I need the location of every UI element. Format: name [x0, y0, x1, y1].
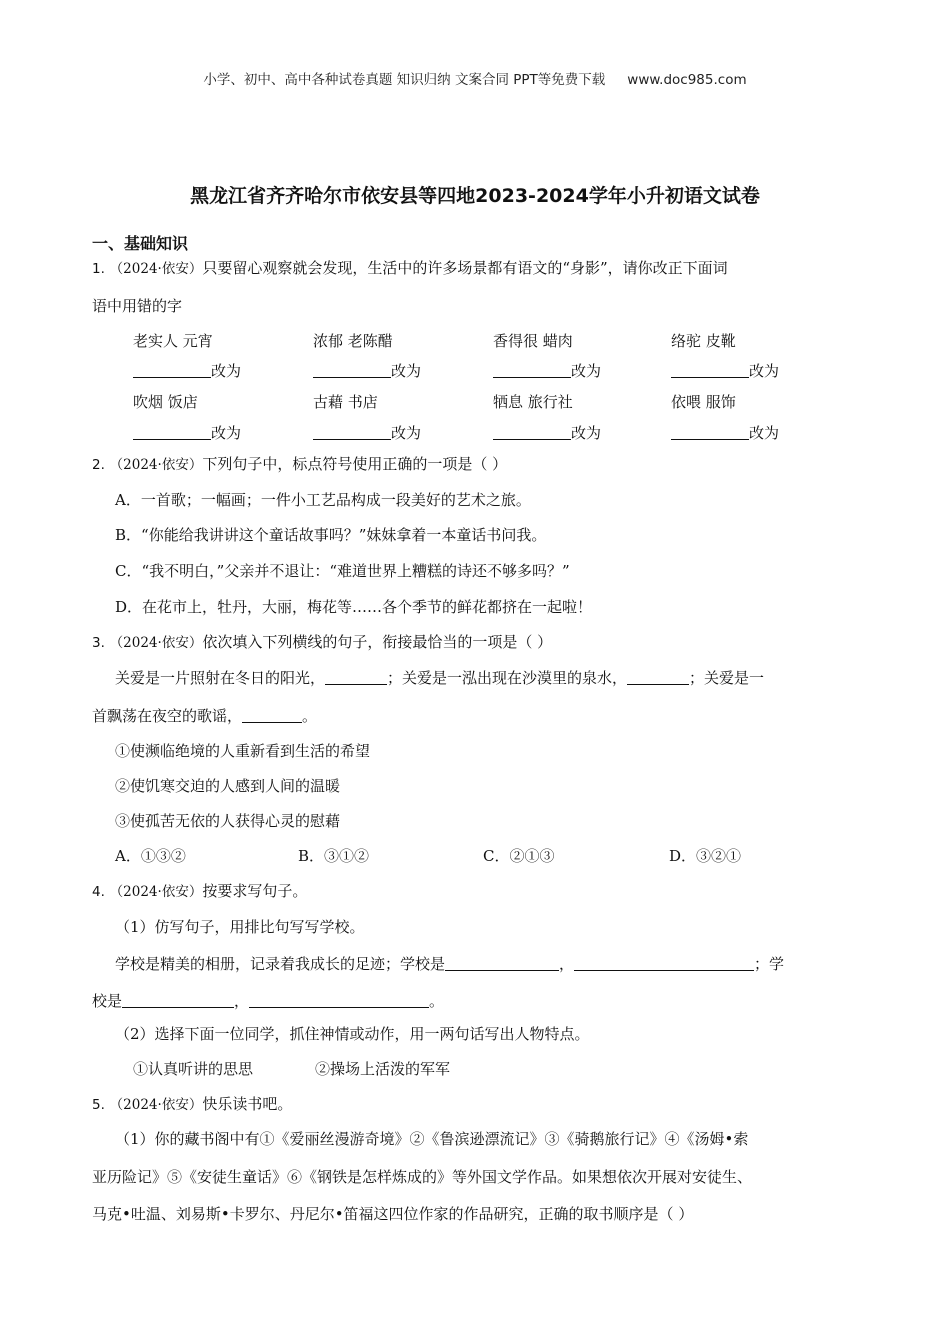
q4-sub1: （1）仿写句子，用排比句写写学校。	[115, 918, 365, 936]
correction-row	[133, 360, 241, 382]
answer-blank[interactable]	[493, 361, 571, 378]
q3-option-c[interactable]: C．②①③	[483, 847, 555, 865]
q4-stem	[92, 880, 307, 903]
q3-item: ②使饥寒交迫的人感到人间的温暖	[115, 777, 341, 795]
question-source: （2024·依安）	[109, 261, 203, 277]
header-text: 小学、初中、高中各种试卷真题 知识归纳 文案合同 PPT等免费下载	[203, 72, 606, 88]
page-title: 黑龙江省齐齐哈尔市依安县等四地2023-2024学年小升初语文试卷	[190, 185, 760, 207]
change-label: 改为	[571, 424, 602, 442]
question-number: 1.	[92, 261, 105, 277]
question-number: 2.	[92, 457, 105, 473]
q1-stem-text: 只要留心观察就会发现，生活中的许多场景都有语文的“身影”，请你改正下面词	[202, 259, 728, 277]
change-label: 改为	[749, 424, 780, 442]
answer-blank[interactable]	[249, 991, 429, 1008]
q5-stem-text: 快乐读书吧。	[202, 1095, 293, 1113]
correction-row	[313, 422, 421, 444]
word-group: 依喂 服饰	[671, 393, 736, 411]
sentence-text: 校是	[92, 992, 123, 1010]
q4-stem-text: 按要求写句子。	[202, 882, 308, 900]
answer-blank[interactable]	[242, 706, 302, 723]
q4-choice[interactable]: ①认真听讲的思思	[133, 1060, 254, 1078]
q1-stem-line1	[92, 257, 728, 280]
q2-stem	[92, 453, 507, 476]
answer-blank[interactable]	[671, 423, 749, 440]
q3-option-b[interactable]: B．③①②	[298, 847, 370, 865]
answer-blank[interactable]	[627, 668, 689, 685]
page-header	[0, 68, 950, 88]
word-group: 浓郁 老陈醋	[313, 332, 393, 350]
correction-row	[493, 360, 601, 382]
question-source: （2024·依安）	[109, 1097, 203, 1113]
header-site-link[interactable]: www.doc985.com	[627, 72, 747, 88]
answer-blank[interactable]	[671, 361, 749, 378]
q4-line1	[115, 953, 784, 975]
passage-text: ；关爱是一	[689, 669, 765, 687]
question-source: （2024·依安）	[109, 457, 203, 473]
q4-choice[interactable]: ②操场上活泼的军军	[315, 1060, 451, 1078]
q3-item: ③使孤苦无依的人获得心灵的慰藉	[115, 812, 341, 830]
word-group: 牺息 旅行社	[493, 393, 573, 411]
q2-option-b[interactable]: B．“你能给我讲讲这个童话故事吗？”妹妹拿着一本童话书问我。	[115, 526, 547, 544]
sentence-text: ，	[234, 992, 250, 1010]
passage-text: 首飘荡在夜空的歌谣，	[92, 707, 243, 725]
answer-blank[interactable]	[313, 423, 391, 440]
change-label: 改为	[211, 362, 242, 380]
q2-option-c[interactable]: C．“我不明白，”父亲并不退让：“难道世界上糟糕的诗还不够多吗？”	[115, 562, 570, 580]
q5-line2: 亚历险记》⑤《安徒生童话》⑥《钢铁是怎样炼成的》等外国文学作品。如果想依次开展对安徒生、	[92, 1168, 753, 1186]
question-source: （2024·依安）	[109, 635, 203, 651]
change-label: 改为	[391, 362, 422, 380]
word-group: 吹烟 饭店	[133, 393, 198, 411]
q2-stem-text: 下列句子中，标点符号使用正确的一项是（ ）	[202, 455, 508, 473]
answer-blank[interactable]	[133, 361, 211, 378]
correction-row	[313, 360, 421, 382]
q3-option-d[interactable]: D．③②①	[669, 847, 742, 865]
correction-row	[133, 422, 241, 444]
correction-row	[671, 422, 779, 444]
sentence-text: 学校是精美的相册，记录着我成长的足迹；学校是	[115, 955, 446, 973]
q3-stem-text: 依次填入下列横线的句子，衔接最恰当的一项是（ ）	[202, 633, 553, 651]
word-group: 络驼 皮靴	[671, 332, 736, 350]
word-group: 老实人 元宵	[133, 332, 213, 350]
answer-blank[interactable]	[445, 954, 559, 971]
passage-text: 。	[302, 707, 318, 725]
section-heading: 一、基础知识	[92, 234, 189, 253]
change-label: 改为	[391, 424, 422, 442]
q3-passage-line2	[92, 705, 317, 727]
q5-line3: 马克•吐温、刘易斯•卡罗尔、丹尼尔•笛福这四位作家的作品研究，正确的取书顺序是（ ）	[92, 1205, 694, 1223]
answer-blank[interactable]	[122, 991, 234, 1008]
q4-line2	[92, 990, 444, 1012]
passage-text: 关爱是一片照射在冬日的阳光，	[115, 669, 326, 687]
correction-row	[671, 360, 779, 382]
sentence-text: ，	[559, 955, 575, 973]
sentence-text: ；学	[754, 955, 785, 973]
answer-blank[interactable]	[493, 423, 571, 440]
q3-option-a[interactable]: A．①③②	[115, 847, 186, 865]
change-label: 改为	[211, 424, 242, 442]
q1-stem-line2: 语中用错的字	[92, 297, 183, 315]
answer-blank[interactable]	[133, 423, 211, 440]
correction-row	[493, 422, 601, 444]
passage-text: ；关爱是一泓出现在沙漠里的泉水，	[387, 669, 628, 687]
question-number: 3.	[92, 635, 105, 651]
answer-blank[interactable]	[313, 361, 391, 378]
q5-stem	[92, 1093, 292, 1116]
answer-blank[interactable]	[325, 668, 387, 685]
q4-sub2: （2）选择下面一位同学，抓住神情或动作，用一两句话写出人物特点。	[115, 1025, 590, 1043]
question-number: 5.	[92, 1097, 105, 1113]
q2-option-d[interactable]: D．在花市上，牡丹，大丽，梅花等……各个季节的鲜花都挤在一起啦！	[115, 598, 593, 616]
change-label: 改为	[571, 362, 602, 380]
q3-stem	[92, 631, 552, 654]
answer-blank[interactable]	[574, 954, 754, 971]
question-source: （2024·依安）	[109, 884, 203, 900]
q3-passage-line1	[115, 667, 764, 689]
change-label: 改为	[749, 362, 780, 380]
word-group: 香得很 蜡肉	[493, 332, 573, 350]
q3-item: ①使濒临绝境的人重新看到生活的希望	[115, 742, 371, 760]
q5-line1: （1）你的藏书阁中有①《爱丽丝漫游奇境》②《鲁滨逊漂流记》③《骑鹅旅行记》④《汤姆•索	[115, 1130, 749, 1148]
sentence-text: 。	[429, 992, 445, 1010]
word-group: 古藉 书店	[313, 393, 378, 411]
q2-option-a[interactable]: A．一首歌；一幅画；一件小工艺品构成一段美好的艺术之旅。	[115, 491, 531, 509]
question-number: 4.	[92, 884, 105, 900]
